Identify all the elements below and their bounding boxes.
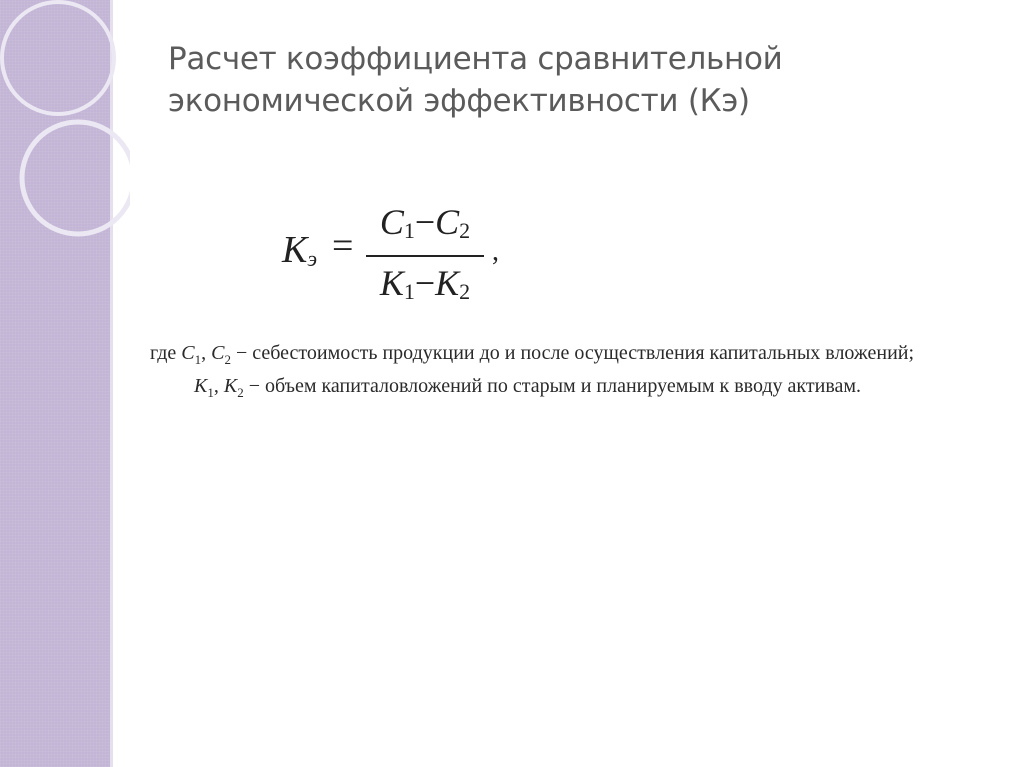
desc2-text: − объем капиталовложений по старым и планируемым к вводу активам.	[243, 375, 862, 397]
desc1-sep: ,	[201, 342, 212, 364]
formula-equals: =	[332, 225, 354, 267]
desc2-sep: ,	[213, 375, 224, 397]
formula	[282, 200, 522, 310]
formula-lhs	[282, 228, 317, 272]
slide-title: Расчет коэффициента сравнительной экономической эффективности (Кэ)	[168, 41, 783, 119]
ring-top	[2, 2, 114, 114]
num-sub-b: 2	[459, 218, 471, 243]
formula-fraction	[366, 200, 484, 314]
desc2-var1: K	[194, 375, 208, 397]
decorative-rings	[0, 0, 130, 280]
desc1-var1: C	[181, 342, 195, 364]
formula-comma: ,	[492, 236, 499, 267]
desc1-var1-sub: 1	[194, 352, 202, 367]
fraction-bar	[366, 255, 484, 257]
description-line-1	[150, 340, 948, 373]
den-sub-b: 2	[459, 279, 471, 304]
desc1-prefix: где	[150, 342, 182, 364]
den-sub-a: 1	[403, 279, 415, 304]
formula-description	[150, 340, 948, 406]
num-var-a: C	[379, 202, 404, 242]
desc2-var2-sub: 2	[237, 385, 244, 400]
formula-denominator	[366, 261, 484, 314]
desc1-text: − себестоимость продукции до и после осуществления капитальных вложений;	[230, 342, 915, 364]
desc1-var2: C	[211, 342, 225, 364]
desc1-var2-sub: 2	[224, 352, 231, 367]
den-operator: −	[414, 263, 436, 303]
num-var-b: C	[435, 202, 460, 242]
den-var-a: K	[379, 263, 404, 303]
formula-lhs-sub: э	[307, 246, 318, 271]
desc2-var1-sub: 1	[207, 385, 214, 400]
desc2-var2: K	[223, 375, 238, 397]
den-var-b: K	[435, 263, 460, 303]
num-sub-a: 1	[403, 218, 415, 243]
formula-numerator	[366, 200, 484, 253]
description-line-2	[150, 373, 948, 406]
num-operator: −	[414, 202, 436, 242]
ring-bottom	[22, 122, 130, 234]
formula-lhs-var: K	[282, 229, 308, 271]
